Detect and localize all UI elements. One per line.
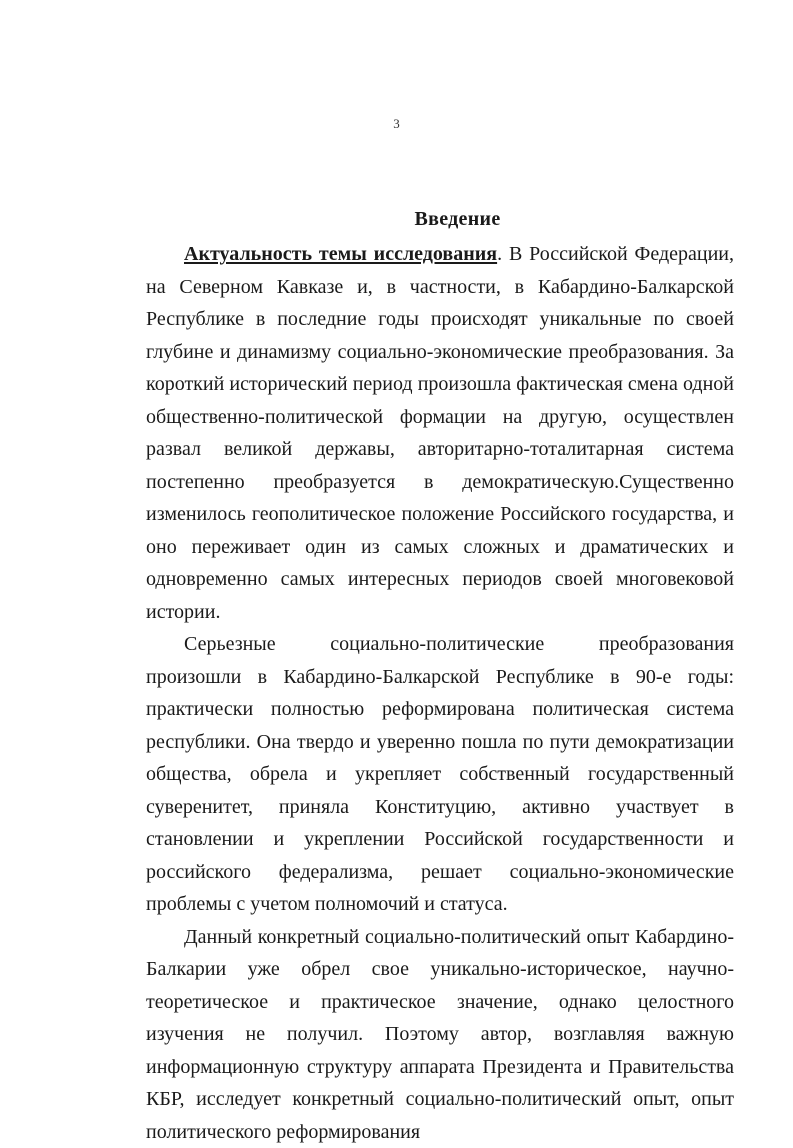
page-number: 3 xyxy=(0,116,793,132)
paragraph xyxy=(146,921,734,1148)
paragraph-text: Данный конкретный социально-политический опыт Кабардино-Балкарии уже обрел свое уникально-историческое, научно-теоретическое и практическое значение, однако целостного изучения не получил. Поэтому автор, возглавляя важную информационную структуру аппарата Президента и Правительства КБР, исследует конкретный социально-политический опыт, опыт политического реформирования xyxy=(146,926,734,1143)
paragraph-lead: Актуальность темы исследования xyxy=(184,243,497,265)
paragraph-text: Серьезные социально-политические преобразования произошли в Кабардино-Балкарской Республике в 90-е годы: практически полностью реформирована политическая система республики. Она твердо и уверенно пошла по пути демократизации общества, обрела и укрепляет собственный государственный суверенитет, приняла Конституцию, активно участвует в становлении и укреплении Российской государственности и российского федерализма, решает социально-экономические проблемы с учетом полномочий и статуса. xyxy=(146,633,734,915)
paragraph xyxy=(146,238,734,628)
paragraph xyxy=(146,628,734,921)
section-heading: Введение xyxy=(0,208,793,231)
paragraph-text: . В Российской Федерации, на Северном Кавказе и, в частности, в Кабардино-Балкарской Республике в последние годы происходят уникальные по своей глубине и динамизму социально-экономические преобразования. За короткий исторический период произошла фактическая смена одной общественно-политической формации на другую, осуществлен развал великой державы, авторитарно-тоталитарная система постепенно преобразуется в демократическую.Существенно изменилось геополитическое положение Российского государства, и оно переживает один из самых сложных и драматических и одновременно самых интересных периодов своей многовековой истории. xyxy=(146,243,734,623)
body-text xyxy=(146,238,734,1148)
